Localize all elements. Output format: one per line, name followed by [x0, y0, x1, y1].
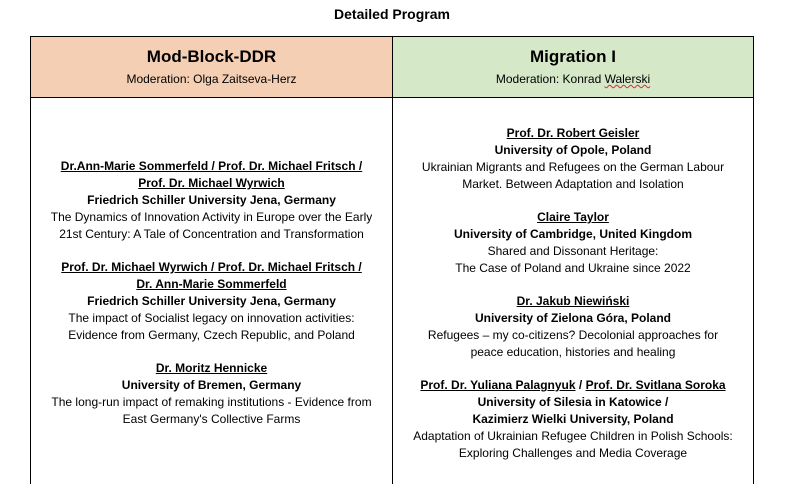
affiliation: Friedrich Schiller University Jena, Germany	[87, 193, 336, 207]
speaker-separator: /	[575, 378, 586, 392]
affiliation: Friedrich Schiller University Jena, Germany	[87, 294, 336, 308]
talk-title	[393, 428, 753, 462]
talk-title-line: Adaptation of Ukrainian Refugee Children in Polish Schools:	[413, 429, 733, 443]
session-header-migration-i	[393, 37, 753, 97]
talk-title-line: Shared and Dissonant Heritage:	[487, 244, 659, 258]
speaker-name: Prof. Dr. Svitlana Soroka	[585, 378, 726, 392]
talk-entry	[31, 259, 392, 344]
talk-title-line: peace education, histories and healing	[470, 345, 676, 359]
talk-title-line: 21st Century: A Tale of Concentration and Transformation	[59, 227, 364, 241]
talk-title	[31, 209, 392, 243]
session-title: Migration I	[530, 47, 616, 66]
affiliation-line: Kazimierz Wielki University, Poland	[472, 412, 674, 426]
talk-title	[393, 327, 753, 361]
affiliation: University of Opole, Poland	[494, 143, 652, 157]
talk-title-line: Evidence from Germany, Czech Republic, and Poland	[68, 328, 355, 342]
talk-entry	[31, 360, 392, 428]
talk-title-line: The Case of Poland and Ukraine since 2022	[455, 261, 691, 275]
talk-title-line: East Germany's Collective Farms	[122, 412, 301, 426]
talk-entry	[31, 158, 392, 243]
speakers	[393, 209, 753, 226]
affiliation	[393, 394, 753, 428]
program-table	[30, 36, 754, 484]
speaker-line: Claire Taylor	[537, 210, 609, 224]
speakers	[393, 293, 753, 310]
talk-title	[393, 243, 753, 277]
affiliation: University of Bremen, Germany	[121, 378, 302, 392]
talk-title-line: The impact of Socialist legacy on innovation activities:	[68, 311, 355, 325]
talk-title-line: Ukrainian Migrants and Refugees on the German Labour	[421, 160, 725, 174]
talk-title	[31, 310, 392, 344]
session-title: Mod-Block-DDR	[146, 47, 277, 66]
talk-title	[31, 394, 392, 428]
speaker-line: Prof. Dr. Robert Geisler	[506, 126, 640, 140]
affiliation: University of Cambridge, United Kingdom	[453, 227, 693, 241]
speaker-line: Dr. Moritz Hennicke	[155, 361, 268, 375]
speakers	[393, 125, 753, 142]
session-body-migration-i	[393, 98, 753, 478]
talk-title-line: Refugees – my co-citizens? Decolonial approaches for	[427, 328, 719, 342]
header-row	[31, 37, 753, 98]
speaker-line: Prof. Dr. Michael Wyrwich / Prof. Dr. Michael Fritsch /	[61, 260, 362, 274]
session-body-mod-block-ddr	[31, 98, 392, 444]
speaker-line: Dr. Ann-Marie Sommerfeld	[136, 277, 287, 291]
moderation-line: Moderation: Olga Zaitseva-Herz	[126, 72, 297, 86]
speakers	[31, 259, 392, 293]
talk-title-line: The long-run impact of remaking institutions - Evidence from	[51, 395, 372, 409]
speaker-line: Dr.Ann-Marie Sommerfeld / Prof. Dr. Michael Fritsch /	[60, 159, 363, 173]
talk-entry	[393, 125, 753, 193]
speakers	[31, 158, 392, 192]
talk-title	[393, 159, 753, 193]
moderation-line	[393, 70, 753, 88]
talk-entry	[393, 377, 753, 462]
moderator-name: Walerski	[604, 72, 651, 86]
talk-title-line: Market. Between Adaptation and Isolation	[462, 177, 684, 191]
speaker-name: Prof. Dr. Yuliana Palagnyuk	[420, 378, 576, 392]
speaker-line: Dr. Jakub Niewiński	[516, 294, 630, 308]
speaker-line: Prof. Dr. Michael Wyrwich	[138, 176, 285, 190]
speakers	[31, 360, 392, 377]
affiliation: University of Zielona Góra, Poland	[474, 311, 672, 325]
talk-entry	[393, 209, 753, 277]
talk-title-line: The Dynamics of Innovation Activity in Europe over the Early	[50, 210, 373, 224]
affiliation-line: University of Silesia in Katowice /	[477, 395, 669, 409]
page-title: Detailed Program	[334, 6, 450, 22]
talk-title-line: Exploring Challenges and Media Coverage	[458, 446, 688, 460]
session-header-mod-block-ddr	[31, 37, 392, 97]
talk-entry	[393, 293, 753, 361]
speakers	[393, 377, 753, 394]
moderation-prefix: Moderation: Konrad	[495, 72, 605, 86]
